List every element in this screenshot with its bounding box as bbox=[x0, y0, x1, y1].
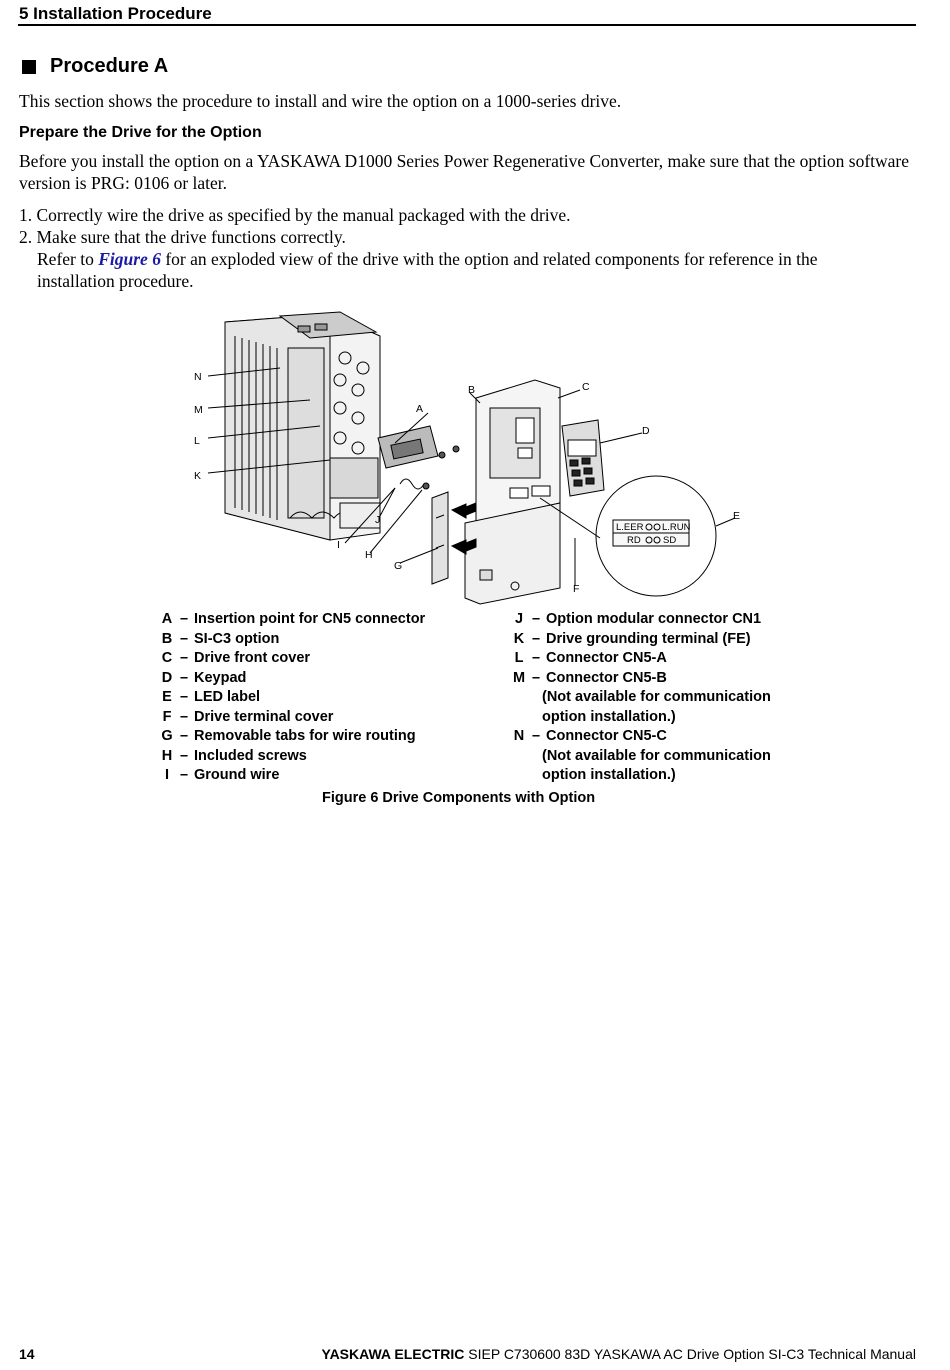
led-sd: SD bbox=[663, 535, 677, 546]
led-l-run: L.RUN bbox=[662, 522, 691, 533]
footer-text bbox=[322, 1346, 916, 1362]
legend-note: (Not available for communication bbox=[542, 689, 771, 705]
keypad bbox=[562, 420, 604, 496]
prepare-heading: Prepare the Drive for the Option bbox=[19, 124, 262, 141]
callout-c: C bbox=[582, 381, 590, 393]
option-board bbox=[378, 426, 459, 468]
legend-note: option installation.) bbox=[542, 767, 676, 783]
legend-item: L – Connector CN5-A bbox=[514, 650, 667, 666]
led-rd: RD bbox=[627, 535, 641, 546]
led-l-eer: L.EER bbox=[616, 522, 644, 533]
bullet-square-icon bbox=[22, 60, 36, 74]
procedure-heading bbox=[22, 55, 168, 78]
figure-6-link[interactable]: Figure 6 bbox=[98, 249, 161, 269]
callout-i: I bbox=[337, 539, 340, 551]
legend-note: (Not available for communication bbox=[542, 747, 771, 764]
callout-d: D bbox=[642, 425, 650, 437]
legend-item: G – Removable tabs for wire routing bbox=[161, 728, 416, 744]
legend-item: E – LED label bbox=[162, 689, 261, 705]
legend-item: C – Drive front cover bbox=[161, 650, 311, 666]
legend-left bbox=[158, 610, 425, 786]
refer-pre: Refer to bbox=[37, 249, 99, 269]
refer-paragraph bbox=[37, 248, 897, 292]
legend-item: B – SI-C3 option bbox=[161, 630, 280, 647]
procedure-title: Procedure A bbox=[50, 55, 169, 77]
step-2: 2. Make sure that the drive functions correctly. bbox=[19, 227, 346, 247]
section-header: 5 Installation Procedure bbox=[19, 4, 212, 23]
callout-n: N bbox=[194, 371, 202, 383]
led-label bbox=[613, 520, 691, 546]
legend-item: H – Included screws bbox=[161, 747, 307, 764]
callout-h: H bbox=[365, 549, 373, 561]
footer-doc: SIEP C730600 83D YASKAWA AC Drive Option SI-C3 Technical Manual bbox=[464, 1346, 916, 1362]
callout-g: G bbox=[394, 560, 403, 572]
footer-brand: YASKAWA ELECTRIC bbox=[321, 1346, 465, 1362]
callout-b: B bbox=[468, 384, 476, 396]
legend-right bbox=[510, 610, 771, 786]
figure-caption: Figure 6 Drive Components with Option bbox=[322, 790, 596, 806]
header-rule bbox=[18, 24, 916, 26]
page-number: 14 bbox=[19, 1346, 35, 1362]
callout-a: A bbox=[416, 403, 424, 415]
prepare-paragraph: Before you install the option on a YASKAWA D1000 Series Power Regenerative Converter, make sure that the option software version is PRG: 0106 or later. bbox=[19, 151, 910, 193]
legend-item: M – Connector CN5-B bbox=[512, 669, 667, 686]
legend-item: I – Ground wire bbox=[164, 767, 280, 783]
exploded-view-figure bbox=[180, 308, 780, 608]
callout-m: M bbox=[194, 404, 203, 416]
legend-item: J – Option modular connector CN1 bbox=[514, 611, 762, 627]
ground-wire bbox=[400, 479, 424, 489]
legend-item: F – Drive terminal cover bbox=[162, 708, 334, 725]
screw bbox=[423, 483, 429, 489]
callout-f: F bbox=[573, 583, 580, 595]
callout-e: E bbox=[733, 510, 741, 522]
callout-k: K bbox=[194, 470, 202, 482]
step-1: 1. Correctly wire the drive as specified by the manual packaged with the drive. bbox=[19, 205, 571, 225]
intro-paragraph: This section shows the procedure to install and wire the option on a 1000-series drive. bbox=[19, 91, 622, 111]
legend-item: N – Connector CN5-C bbox=[513, 728, 667, 744]
callout-l: L bbox=[194, 435, 200, 447]
removable-tabs bbox=[432, 492, 448, 584]
arrow-icon bbox=[452, 503, 476, 518]
callout-j: J bbox=[375, 514, 381, 526]
legend-item: K – Drive grounding terminal (FE) bbox=[513, 630, 751, 647]
refer-post: for an exploded view of the drive with the option and related components for reference in the installation procedure. bbox=[37, 249, 818, 291]
legend-item: A – Insertion point for CN5 connector bbox=[161, 611, 426, 627]
drive-front-cover bbox=[476, 380, 560, 523]
legend-note: option installation.) bbox=[542, 708, 676, 725]
drive-chassis bbox=[225, 312, 380, 540]
legend-item: D – Keypad bbox=[161, 669, 247, 686]
